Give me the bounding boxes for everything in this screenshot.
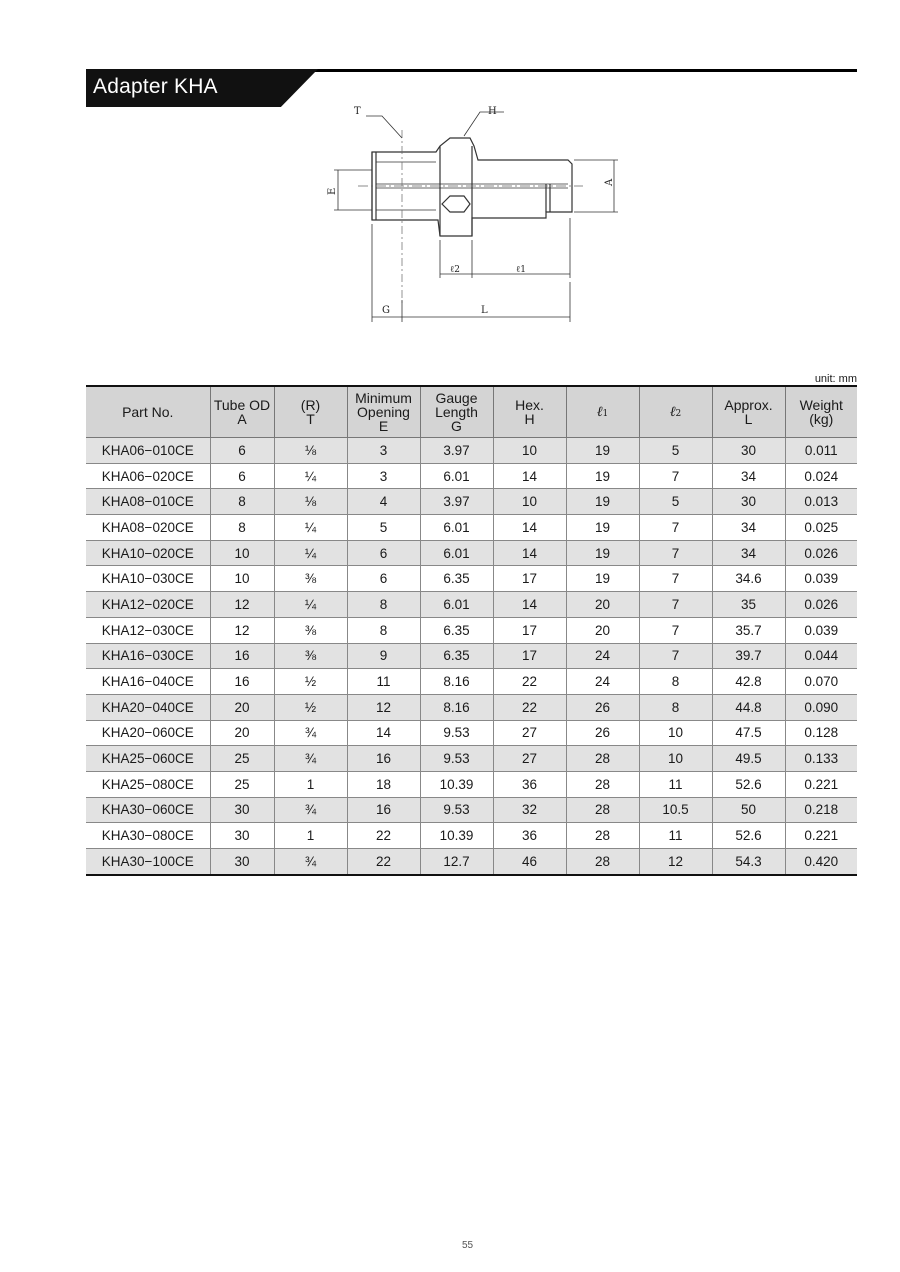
table-cell: 12 xyxy=(210,592,274,618)
table-cell: 50 xyxy=(712,797,785,823)
table-cell: 17 xyxy=(493,617,566,643)
table-cell: 1 xyxy=(274,771,347,797)
table-cell: 8.16 xyxy=(420,694,493,720)
table-cell: ¾ xyxy=(274,797,347,823)
table-cell: 8 xyxy=(639,669,712,695)
table-cell: 30 xyxy=(210,849,274,875)
table-cell: 0.133 xyxy=(785,746,857,772)
table-row xyxy=(86,823,857,849)
table-cell: 7 xyxy=(639,515,712,541)
table-cell: 32 xyxy=(493,797,566,823)
table-cell: 0.420 xyxy=(785,849,857,875)
table-cell: 6.35 xyxy=(420,566,493,592)
table-cell: 6 xyxy=(210,438,274,464)
table-cell: 3.97 xyxy=(420,489,493,515)
table-cell: 20 xyxy=(210,720,274,746)
table-cell: 30 xyxy=(712,438,785,464)
table-cell: 4 xyxy=(347,489,420,515)
header-l1: ℓ1 xyxy=(566,386,639,438)
table-cell: KHA12−030CE xyxy=(86,617,210,643)
table-cell: 19 xyxy=(566,489,639,515)
table-cell: 8 xyxy=(347,617,420,643)
table-row xyxy=(86,643,857,669)
table-cell: 28 xyxy=(566,746,639,772)
table-cell: 24 xyxy=(566,643,639,669)
table-cell: 9.53 xyxy=(420,720,493,746)
table-cell: 6 xyxy=(347,540,420,566)
table-cell: ½ xyxy=(274,669,347,695)
table-cell: 49.5 xyxy=(712,746,785,772)
table-cell: 44.8 xyxy=(712,694,785,720)
table-cell: 36 xyxy=(493,823,566,849)
table-cell: 42.8 xyxy=(712,669,785,695)
table-cell: ⅜ xyxy=(274,566,347,592)
table-row xyxy=(86,746,857,772)
table-cell: 7 xyxy=(639,463,712,489)
table-row xyxy=(86,489,857,515)
table-cell: ¼ xyxy=(274,515,347,541)
table-cell: 30 xyxy=(210,823,274,849)
table-cell: 19 xyxy=(566,438,639,464)
unit-label: unit: mm xyxy=(814,373,857,385)
table-cell: 6.01 xyxy=(420,463,493,489)
table-cell: 20 xyxy=(566,592,639,618)
drawing-label-t: T xyxy=(354,106,361,117)
table-cell: KHA08−020CE xyxy=(86,515,210,541)
table-cell: 12.7 xyxy=(420,849,493,875)
table-cell: 6.01 xyxy=(420,540,493,566)
table-cell: 1 xyxy=(274,823,347,849)
table-cell: ¾ xyxy=(274,720,347,746)
table-cell: 28 xyxy=(566,849,639,875)
table-row xyxy=(86,771,857,797)
table-row xyxy=(86,438,857,464)
table-cell: 0.039 xyxy=(785,566,857,592)
table-cell: 18 xyxy=(347,771,420,797)
table-cell: 27 xyxy=(493,746,566,772)
table-cell: 25 xyxy=(210,771,274,797)
table-cell: 10 xyxy=(210,540,274,566)
table-cell: 6.35 xyxy=(420,617,493,643)
header-hex: Hex. H xyxy=(493,386,566,438)
header-gauge-length: Gauge Length G xyxy=(420,386,493,438)
table-cell: KHA16−030CE xyxy=(86,643,210,669)
table-cell: 30 xyxy=(210,797,274,823)
table-cell: 10 xyxy=(639,746,712,772)
table-cell: 20 xyxy=(566,617,639,643)
table-cell: 27 xyxy=(493,720,566,746)
table-cell: 5 xyxy=(639,438,712,464)
table-cell: 22 xyxy=(493,694,566,720)
table-cell: 0.013 xyxy=(785,489,857,515)
table-cell: 7 xyxy=(639,540,712,566)
table-cell: KHA30−080CE xyxy=(86,823,210,849)
table-cell: 6.01 xyxy=(420,592,493,618)
table-cell: 20 xyxy=(210,694,274,720)
table-cell: KHA06−010CE xyxy=(86,438,210,464)
spec-table xyxy=(86,385,857,876)
table-cell: 0.026 xyxy=(785,592,857,618)
table-cell: KHA10−020CE xyxy=(86,540,210,566)
table-cell: 24 xyxy=(566,669,639,695)
drawing-label-l: L xyxy=(481,305,488,316)
table-cell: KHA06−020CE xyxy=(86,463,210,489)
table-cell: 11 xyxy=(639,823,712,849)
table-cell: 34 xyxy=(712,515,785,541)
table-cell: 0.221 xyxy=(785,771,857,797)
table-cell: 6.35 xyxy=(420,643,493,669)
table-cell: 46 xyxy=(493,849,566,875)
drawing-label-a: A xyxy=(604,178,615,186)
header-min-opening: Minimum Opening E xyxy=(347,386,420,438)
table-row xyxy=(86,720,857,746)
drawing-label-l2: ℓ2 xyxy=(450,265,461,275)
table-cell: 5 xyxy=(639,489,712,515)
table-row xyxy=(86,540,857,566)
table-cell: 5 xyxy=(347,515,420,541)
table-cell: 0.090 xyxy=(785,694,857,720)
table-cell: 12 xyxy=(210,617,274,643)
table-cell: 0.011 xyxy=(785,438,857,464)
table-cell: 19 xyxy=(566,463,639,489)
table-cell: KHA25−060CE xyxy=(86,746,210,772)
table-cell: 3.97 xyxy=(420,438,493,464)
header-part-no: Part No. xyxy=(86,386,210,438)
table-cell: 8 xyxy=(210,515,274,541)
table-cell: 34 xyxy=(712,463,785,489)
table-cell: ½ xyxy=(274,694,347,720)
page-title: Adapter KHA xyxy=(93,75,218,98)
table-cell: 28 xyxy=(566,771,639,797)
table-cell: 12 xyxy=(639,849,712,875)
table-cell: 54.3 xyxy=(712,849,785,875)
table-cell: 10.39 xyxy=(420,771,493,797)
table-cell: 10 xyxy=(493,489,566,515)
page-number: 55 xyxy=(462,1240,474,1251)
table-cell: 9.53 xyxy=(420,797,493,823)
table-row xyxy=(86,849,857,875)
table-cell: ¼ xyxy=(274,463,347,489)
table-cell: 39.7 xyxy=(712,643,785,669)
table-cell: 11 xyxy=(347,669,420,695)
table-row xyxy=(86,669,857,695)
table-cell: 8 xyxy=(347,592,420,618)
table-cell: ¼ xyxy=(274,540,347,566)
table-cell: 12 xyxy=(347,694,420,720)
table-cell: 19 xyxy=(566,540,639,566)
table-cell: 25 xyxy=(210,746,274,772)
table-cell: ¾ xyxy=(274,746,347,772)
table-cell: ⅜ xyxy=(274,643,347,669)
table-cell: 7 xyxy=(639,592,712,618)
table-cell: 0.025 xyxy=(785,515,857,541)
table-cell: 26 xyxy=(566,694,639,720)
table-cell: 3 xyxy=(347,438,420,464)
drawing-label-g: G xyxy=(382,305,390,316)
header-tube-od: Tube OD A xyxy=(210,386,274,438)
table-cell: 0.024 xyxy=(785,463,857,489)
table-cell: 6.01 xyxy=(420,515,493,541)
header-l2: ℓ2 xyxy=(639,386,712,438)
table-cell: 36 xyxy=(493,771,566,797)
table-cell: 14 xyxy=(347,720,420,746)
table-cell: 0.218 xyxy=(785,797,857,823)
table-cell: 0.044 xyxy=(785,643,857,669)
table-cell: 0.070 xyxy=(785,669,857,695)
table-cell: KHA20−040CE xyxy=(86,694,210,720)
table-cell: 14 xyxy=(493,463,566,489)
table-cell: 6 xyxy=(347,566,420,592)
table-row xyxy=(86,617,857,643)
table-cell: 28 xyxy=(566,823,639,849)
table-cell: KHA08−010CE xyxy=(86,489,210,515)
table-cell: 16 xyxy=(347,746,420,772)
table-cell: 3 xyxy=(347,463,420,489)
table-cell: 7 xyxy=(639,566,712,592)
table-body xyxy=(86,438,857,875)
header-approx-l: Approx. L xyxy=(712,386,785,438)
table-cell: 16 xyxy=(210,669,274,695)
drawing-label-h: H xyxy=(488,106,497,117)
table-cell: KHA16−040CE xyxy=(86,669,210,695)
table-cell: 16 xyxy=(210,643,274,669)
table-cell: ⅛ xyxy=(274,438,347,464)
table-cell: 22 xyxy=(493,669,566,695)
table-cell: 9.53 xyxy=(420,746,493,772)
table-cell: 28 xyxy=(566,797,639,823)
table-cell: 8 xyxy=(639,694,712,720)
table-cell: KHA30−060CE xyxy=(86,797,210,823)
table-cell: KHA10−030CE xyxy=(86,566,210,592)
table-row xyxy=(86,515,857,541)
table-cell: KHA20−060CE xyxy=(86,720,210,746)
table-row xyxy=(86,592,857,618)
table-cell: 14 xyxy=(493,540,566,566)
table-cell: 7 xyxy=(639,617,712,643)
table-row xyxy=(86,694,857,720)
header-weight: Weight (kg) xyxy=(785,386,857,438)
table-cell: 0.221 xyxy=(785,823,857,849)
table-cell: 14 xyxy=(493,515,566,541)
table-cell: 52.6 xyxy=(712,771,785,797)
table-cell: 14 xyxy=(493,592,566,618)
table-cell: 35 xyxy=(712,592,785,618)
table-cell: 10 xyxy=(639,720,712,746)
table-cell: KHA30−100CE xyxy=(86,849,210,875)
table-row xyxy=(86,463,857,489)
adapter-drawing xyxy=(318,100,623,325)
table-cell: 22 xyxy=(347,849,420,875)
table-row xyxy=(86,566,857,592)
table-cell: 47.5 xyxy=(712,720,785,746)
table-cell: 35.7 xyxy=(712,617,785,643)
drawing-label-l1: ℓ1 xyxy=(516,265,527,275)
table-cell: 6 xyxy=(210,463,274,489)
table-cell: 30 xyxy=(712,489,785,515)
table-cell: 34.6 xyxy=(712,566,785,592)
table-cell: 8.16 xyxy=(420,669,493,695)
table-cell: 9 xyxy=(347,643,420,669)
table-cell: ⅛ xyxy=(274,489,347,515)
table-cell: 11 xyxy=(639,771,712,797)
table-cell: 16 xyxy=(347,797,420,823)
table-cell: 10 xyxy=(493,438,566,464)
table-cell: 10 xyxy=(210,566,274,592)
table-cell: 10.5 xyxy=(639,797,712,823)
table-cell: 0.128 xyxy=(785,720,857,746)
table-cell: 52.6 xyxy=(712,823,785,849)
table-cell: 26 xyxy=(566,720,639,746)
table-cell: 19 xyxy=(566,566,639,592)
table-cell: 22 xyxy=(347,823,420,849)
table-header-row xyxy=(86,386,857,438)
table-cell: 0.039 xyxy=(785,617,857,643)
table-cell: KHA25−080CE xyxy=(86,771,210,797)
table-cell: 17 xyxy=(493,566,566,592)
table-cell: 19 xyxy=(566,515,639,541)
table-row xyxy=(86,797,857,823)
drawing-label-e: E xyxy=(327,187,338,195)
table-cell: ⅜ xyxy=(274,617,347,643)
table-cell: 17 xyxy=(493,643,566,669)
header-thread: (R) T xyxy=(274,386,347,438)
table-cell: 0.026 xyxy=(785,540,857,566)
table-cell: ¼ xyxy=(274,592,347,618)
table-cell: 10.39 xyxy=(420,823,493,849)
table-cell: KHA12−020CE xyxy=(86,592,210,618)
table-cell: 8 xyxy=(210,489,274,515)
table-cell: 7 xyxy=(639,643,712,669)
table-cell: ¾ xyxy=(274,849,347,875)
table-cell: 34 xyxy=(712,540,785,566)
